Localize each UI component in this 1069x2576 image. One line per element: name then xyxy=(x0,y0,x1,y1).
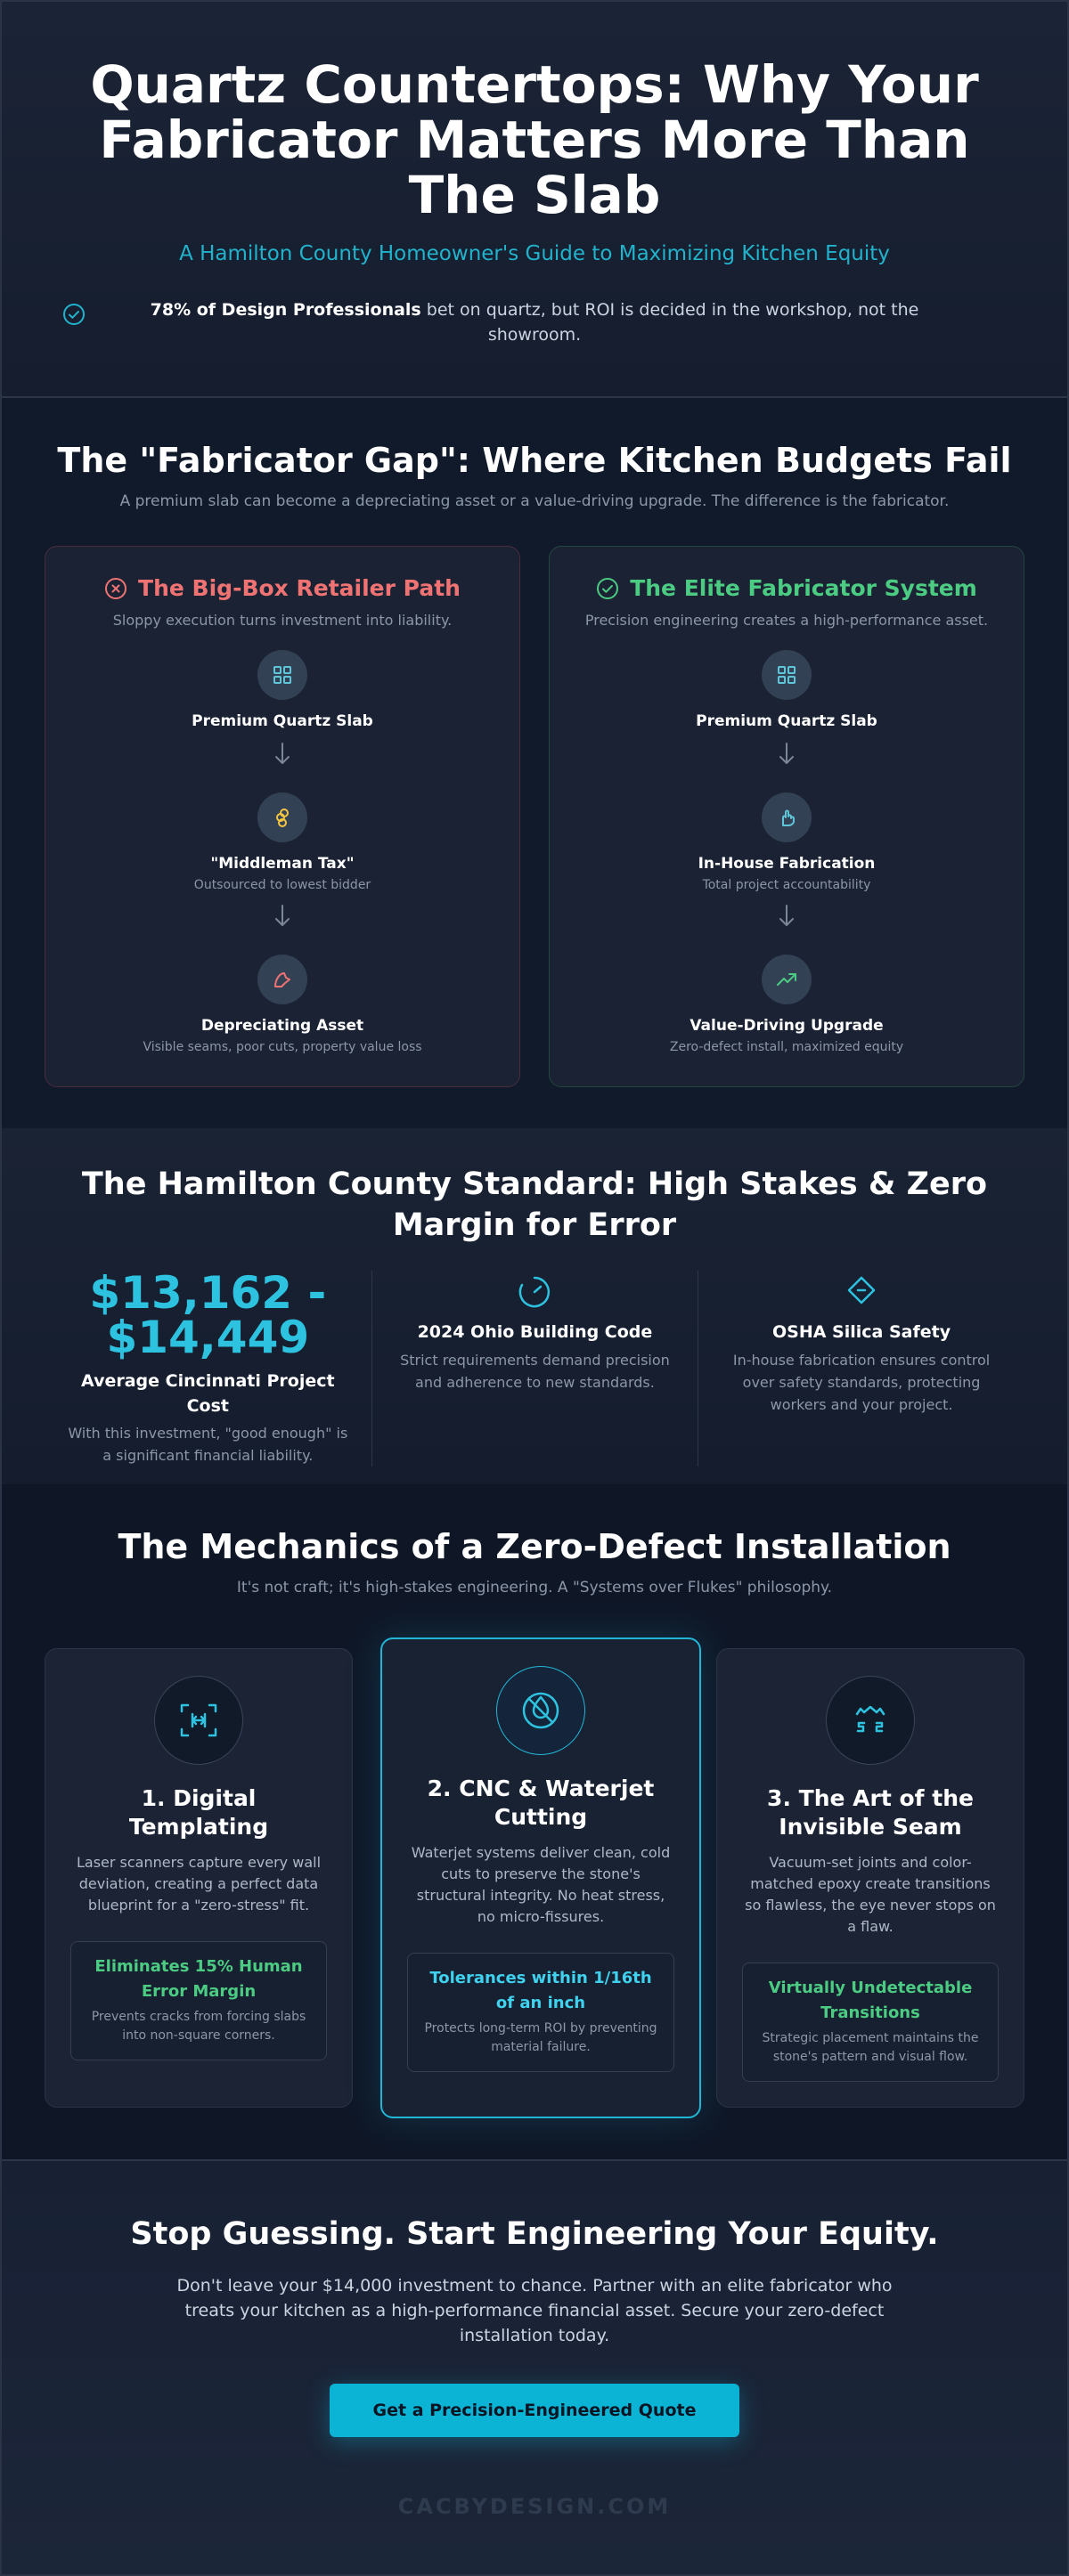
code-title: 2024 Ohio Building Code xyxy=(417,1322,653,1342)
big-box-desc: Sloppy execution turns investment into liability. xyxy=(112,612,453,629)
card-highlight-box xyxy=(70,1941,327,2060)
digital-templating-card xyxy=(45,1648,353,2108)
big-box-title-text: The Big-Box Retailer Path xyxy=(138,575,461,601)
hand-icon xyxy=(762,792,812,842)
card-text: Vacuum-set joints and color-matched epoxy create transitions so flawless, the eye never stops on a flaw. xyxy=(745,1854,996,1935)
cost-stat xyxy=(45,1267,371,1467)
arrow-down-icon xyxy=(271,741,294,768)
card-highlight: Tolerances within 1/16th of an inch xyxy=(429,1969,652,2012)
card-note: Protects long-term ROI by preventing material failure. xyxy=(424,2021,657,2054)
fabricator-gap-section xyxy=(2,398,1067,1128)
gap-title: The "Fabricator Gap": Where Kitchen Budgets Fail xyxy=(57,441,1012,480)
cnc-waterjet-card xyxy=(380,1637,701,2118)
elite-fabricator-path-card xyxy=(549,546,1024,1087)
elite-desc: Precision engineering creates a high-performance asset. xyxy=(584,612,989,629)
arrow-down-icon xyxy=(775,741,798,768)
diamond-tag-icon xyxy=(842,1272,881,1312)
coins-icon xyxy=(257,792,307,842)
x-circle-icon xyxy=(104,577,127,600)
get-quote-button[interactable]: Get a Precision-Engineered Quote xyxy=(330,2384,739,2437)
card-highlight: Virtually Undetectable Transitions xyxy=(768,1979,973,2022)
arrow-down-icon xyxy=(271,903,294,930)
trend-down-icon xyxy=(257,955,307,1004)
elite-path-title xyxy=(550,575,1024,601)
step-note: Total project accountability xyxy=(702,878,871,892)
gap-subtitle: A premium slab can become a depreciating asset or a value-driving upgrade. The difference is the fabricator. xyxy=(119,492,950,510)
big-box-path-card xyxy=(45,546,520,1087)
osha-stat xyxy=(698,1271,1024,1467)
big-box-path-title xyxy=(45,575,519,601)
mechanics-section xyxy=(2,1484,1067,2161)
card-highlight-box xyxy=(742,1962,999,2082)
step-note: Outsourced to lowest bidder xyxy=(193,878,371,892)
check-circle-icon xyxy=(596,577,619,600)
card-highlight: Eliminates 15% Human Error Margin xyxy=(94,1957,303,2001)
card-text: Laser scanners capture every wall deviation, creating a perfect data blueprint for a "zero-stress" fit. xyxy=(76,1854,322,1914)
invisible-seam-card xyxy=(716,1648,1024,2108)
mechanics-subtitle: It's not craft; it's high-stakes engineering. A "Systems over Flukes" philosophy. xyxy=(236,1579,833,1597)
card-text: Waterjet systems deliver clean, cold cuts to preserve the stone's structural integrity. No heat stress, no micro-fissures. xyxy=(411,1844,671,1925)
trend-up-icon xyxy=(762,955,812,1004)
mechanics-title: The Mechanics of a Zero-Defect Installation xyxy=(118,1527,951,1566)
step-title: Premium Quartz Slab xyxy=(696,712,877,730)
hero-stat xyxy=(62,297,1007,347)
scan-icon xyxy=(154,1676,243,1765)
cta-section xyxy=(2,2161,1067,2574)
card-note: Prevents cracks from forcing slabs into non-square corners. xyxy=(91,2010,306,2043)
code-text: Strict requirements demand precision and adherence to new standards. xyxy=(400,1352,670,1391)
standard-stats xyxy=(45,1267,1024,1467)
page-subtitle: A Hamilton County Homeowner's Guide to Maximizing Kitchen Equity xyxy=(179,242,890,265)
check-circle-icon xyxy=(62,303,86,326)
gap-cards xyxy=(45,546,1024,1087)
osha-title: OSHA Silica Safety xyxy=(772,1322,951,1342)
no-flame-icon xyxy=(496,1666,585,1755)
grid-icon xyxy=(257,650,307,700)
card-highlight-box xyxy=(407,1953,674,2072)
step-title: In-House Fabrication xyxy=(698,855,876,873)
hamilton-standard-section xyxy=(2,1128,1067,1484)
hero-section xyxy=(2,2,1067,398)
footer-brand: CACBYDESIGN.COM xyxy=(397,2494,672,2519)
step-title: Value-Driving Upgrade xyxy=(690,1017,884,1035)
hero-stat-bold: 78% of Design Professionals xyxy=(150,300,421,320)
mechanics-cards xyxy=(45,1637,1024,2118)
arrow-down-icon xyxy=(775,903,798,930)
cta-title: Stop Guessing. Start Engineering Your Equity. xyxy=(130,2216,939,2252)
page-title: Quartz Countertops: Why Your Fabricator Matters More Than The Slab xyxy=(90,54,979,225)
gauge-icon xyxy=(515,1272,554,1312)
osha-text: In-house fabrication ensures control over safety standards, protecting workers and your project. xyxy=(732,1352,991,1413)
step-note: Zero-defect install, maximized equity xyxy=(669,1040,904,1054)
card-title: 1. Digital Templating xyxy=(128,1785,269,1840)
step-note: Visible seams, poor cuts, property value loss xyxy=(143,1040,422,1054)
hero-stat-text: bet on quartz, but ROI is decided in the workshop, not the showroom. xyxy=(420,300,919,345)
step-title: Premium Quartz Slab xyxy=(192,712,373,730)
card-note: Strategic placement maintains the stone's pattern and visual flow. xyxy=(762,2031,979,2064)
building-code-stat xyxy=(371,1271,698,1467)
cost-value: $13,162 - $14,449 xyxy=(89,1267,327,1363)
elite-title-text: The Elite Fabricator System xyxy=(630,575,977,601)
card-title: 2. CNC & Waterjet Cutting xyxy=(427,1776,655,1830)
standard-title: The Hamilton County Standard: High Stakes & Zero Margin for Error xyxy=(81,1166,988,1243)
step-title: "Middleman Tax" xyxy=(210,855,355,873)
cost-label: Average Cincinnati Project Cost xyxy=(81,1371,335,1416)
cta-text: Don't leave your $14,000 investment to chance. Partner with an elite fabricator who treats your kitchen as a high-performance financial asset. Secure your zero-defect installation today. xyxy=(176,2276,893,2345)
step-title: Depreciating Asset xyxy=(200,1017,364,1035)
cost-text: With this investment, "good enough" is a significant financial liability. xyxy=(68,1425,348,1464)
card-title: 3. The Art of the Invisible Seam xyxy=(767,1785,974,1840)
grid-icon xyxy=(762,650,812,700)
seam-icon xyxy=(826,1676,915,1765)
